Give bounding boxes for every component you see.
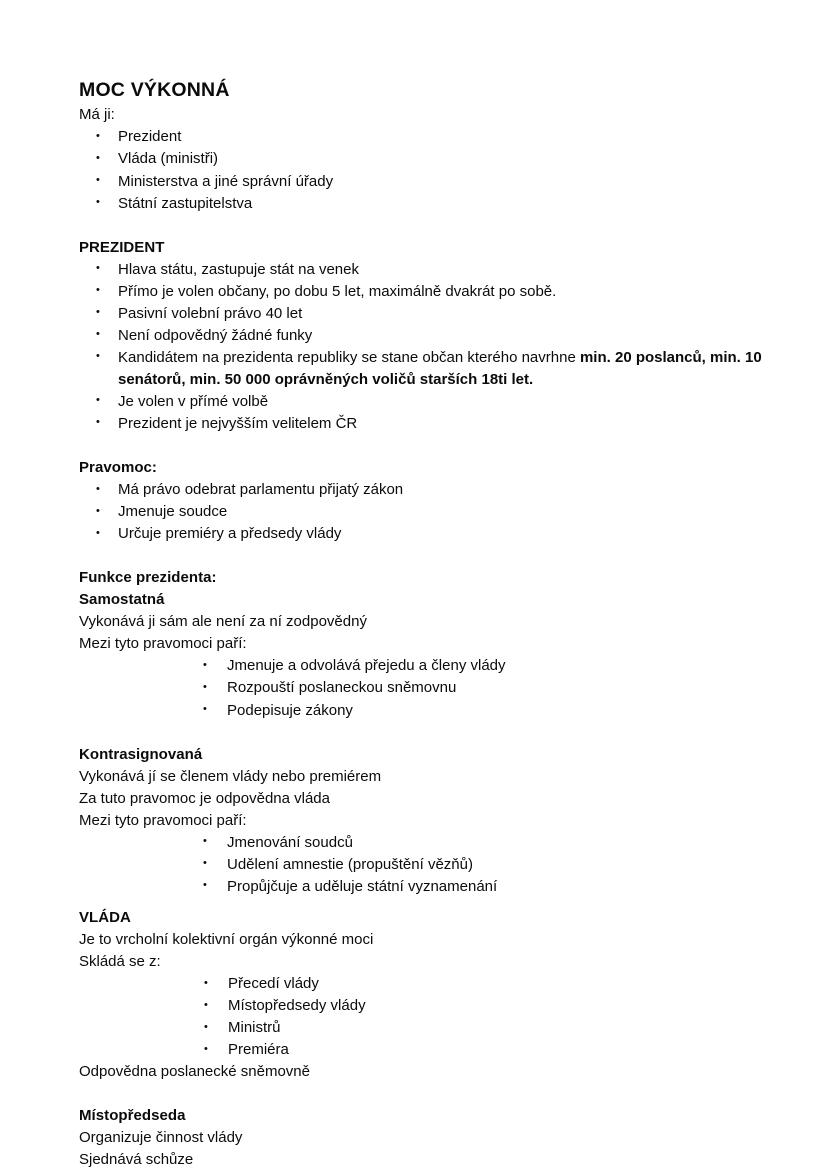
samostatna-line-1: Vykonává ji sám ale není za ní zodpovědný bbox=[79, 613, 367, 631]
list-item: • Jmenování soudců bbox=[79, 832, 768, 854]
list-item: • Premiéra bbox=[79, 1039, 768, 1061]
section-heading-funkce: Funkce prezidenta: bbox=[79, 569, 217, 587]
section-gap-small bbox=[79, 898, 768, 907]
candidate-text-normal: Kandidátem na prezidenta republiky se stane občan kterého navrhne bbox=[118, 348, 580, 366]
vlada-line-2: Skládá se z: bbox=[79, 952, 161, 970]
samostatna-line-2: Mezi tyto pravomoci paří: bbox=[79, 635, 247, 653]
list-item: • Má právo odebrat parlamentu přijatý zákon bbox=[79, 479, 768, 501]
list-item: • Pasivní volební právo 40 let bbox=[79, 303, 768, 325]
kontrasignovana-line-1: Vykonává jí se členem vlády nebo premiérem bbox=[79, 767, 382, 785]
section-heading-mistopredseda: Místopředseda bbox=[79, 1107, 186, 1125]
list-item: • Přecedí vlády bbox=[79, 973, 768, 995]
list-item: • Udělení amnestie (propuštění vězňů) bbox=[79, 854, 768, 876]
prezident-list bbox=[79, 259, 768, 435]
list-item: • Není odpovědný žádné funky bbox=[79, 325, 768, 347]
list-item: • Hlava státu, zastupuje stát na venek bbox=[79, 259, 768, 281]
list-item: • Je volen v přímé volbě bbox=[79, 391, 768, 413]
list-item: • Jmenuje a odvolává přejedu a členy vlády bbox=[79, 655, 768, 677]
intro-lead: Má ji: bbox=[79, 106, 115, 124]
list-item: • Jmenuje soudce bbox=[79, 501, 768, 523]
list-item: • Místopředsedy vlády bbox=[79, 995, 768, 1017]
section-heading-prezident: PREZIDENT bbox=[79, 238, 165, 256]
list-item: • Prezident je nejvyšším velitelem ČR bbox=[79, 413, 768, 435]
list-item: • Určuje premiéry a předsedy vlády bbox=[79, 523, 768, 545]
section-heading-samostatna: Samostatná bbox=[79, 591, 165, 609]
list-item: • Vláda (ministři) bbox=[79, 148, 768, 170]
list-item: • Ministrů bbox=[79, 1017, 768, 1039]
section-gap bbox=[79, 722, 768, 744]
mistopredseda-line-2: Sjednává schůze bbox=[79, 1151, 194, 1169]
list-item: • Ministerstva a jiné správní úřady bbox=[79, 171, 768, 193]
list-item: • Rozpouští poslaneckou sněmovnu bbox=[79, 677, 768, 699]
section-gap bbox=[79, 435, 768, 457]
list-item: • Prezident bbox=[79, 126, 768, 148]
kontrasignovana-line-2: Za tuto pravomoc je odpovědna vláda bbox=[79, 789, 330, 807]
candidate-text-bold: min. 20 poslanců, min. 10 senátorů, min. 50 000 oprávněných voličů starších 18ti let. bbox=[118, 348, 762, 388]
list-item: • Přímo je volen občany, po dobu 5 let, maximálně dvakrát po sobě. bbox=[79, 281, 768, 303]
kontrasignovana-line-3: Mezi tyto pravomoci paří: bbox=[79, 811, 247, 829]
pravomoc-list bbox=[79, 479, 768, 545]
list-item: • Propůjčuje a uděluje státní vyznamenání bbox=[79, 876, 768, 898]
vlada-footer: Odpovědna poslanecké sněmovně bbox=[79, 1063, 310, 1081]
list-item: • Podepisuje zákony bbox=[79, 700, 768, 722]
kontrasignovana-list bbox=[79, 832, 768, 898]
list-item: • Státní zastupitelstva bbox=[79, 193, 768, 215]
section-heading-kontrasignovana: Kontrasignovaná bbox=[79, 745, 203, 763]
section-heading-pravomoc: Pravomoc: bbox=[79, 459, 157, 477]
section-gap bbox=[79, 1083, 768, 1105]
samostatna-list bbox=[79, 655, 768, 721]
list-item-candidate bbox=[79, 347, 768, 391]
mistopredseda-line-1: Organizuje činnost vlády bbox=[79, 1129, 243, 1147]
page-title: MOC VÝKONNÁ bbox=[79, 79, 230, 101]
vlada-line-1: Je to vrcholní kolektivní orgán výkonné moci bbox=[79, 930, 374, 948]
section-heading-vlada: VLÁDA bbox=[79, 908, 131, 926]
section-gap bbox=[79, 545, 768, 567]
section-gap bbox=[79, 215, 768, 237]
intro-list bbox=[79, 126, 768, 214]
vlada-list bbox=[79, 973, 768, 1061]
